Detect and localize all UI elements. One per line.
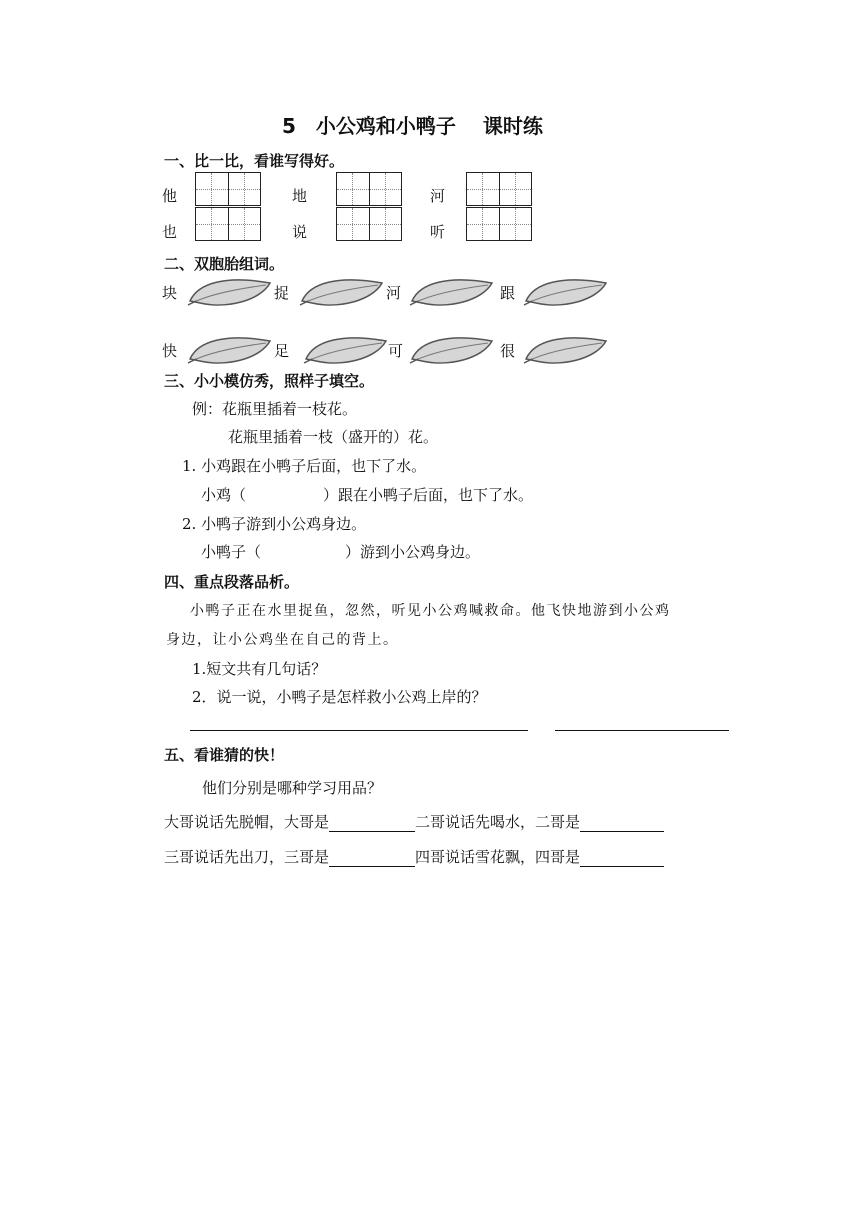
fill-2-prefix: 小鸭子（: [201, 543, 262, 561]
example-answer: 花瓶里插着一枝（盛开的）花。: [228, 428, 439, 446]
leaf-answer-icon[interactable]: [186, 275, 274, 309]
answer-line[interactable]: [555, 730, 729, 731]
page-title: 5 小公鸡和小鸭子 课时练: [282, 114, 543, 138]
pair-char-kuai-1: 块: [162, 284, 178, 302]
pair-char-zu: 足: [274, 342, 290, 360]
question-1: 1. 小鸡跟在小鸭子后面，也下了水。: [182, 457, 427, 475]
riddle-3: 三哥说话先出刀，三哥是: [164, 848, 330, 866]
leaf-answer-icon[interactable]: [302, 333, 390, 367]
riddle-4: 四哥说话雪花飘，四哥是: [415, 848, 581, 866]
leaf-answer-icon[interactable]: [298, 275, 386, 309]
char-ting: 听: [430, 223, 446, 241]
answer-line[interactable]: [190, 730, 528, 731]
leaf-answer-icon[interactable]: [186, 333, 274, 367]
leaf-answer-icon[interactable]: [408, 333, 496, 367]
passage-line-2: 身边，让小公鸡坐在自己的背上。: [166, 632, 399, 648]
leaf-answer-icon[interactable]: [408, 275, 496, 309]
riddle-1: 大哥说话先脱帽，大哥是: [164, 813, 330, 831]
writing-grid[interactable]: [466, 172, 532, 206]
passage-question-1: 1.短文共有几句话？: [192, 660, 327, 678]
pair-char-he: 河: [386, 284, 402, 302]
passage-line-1: 小鸭子正在水里捉鱼，忽然，听见小公鸡喊救命。他飞快地游到小公鸡: [190, 603, 671, 619]
section-3-heading: 三、小小模仿秀，照样子填空。: [164, 372, 375, 390]
riddle-1-blank[interactable]: [329, 814, 415, 832]
char-di: 地: [292, 187, 308, 205]
riddle-4-blank[interactable]: [580, 849, 664, 867]
writing-grid[interactable]: [466, 207, 532, 241]
passage-question-2: 2．说一说，小鸭子是怎样救小公鸡上岸的？: [192, 688, 487, 706]
char-he: 河: [430, 187, 446, 205]
pair-char-ke: 可: [388, 342, 404, 360]
example-sentence: 例：花瓶里插着一枝花。: [192, 400, 358, 418]
section-4-heading: 四、重点段落品析。: [164, 573, 300, 591]
writing-grid[interactable]: [336, 172, 402, 206]
riddle-3-blank[interactable]: [329, 849, 415, 867]
pair-char-hen: 很: [500, 342, 516, 360]
leaf-answer-icon[interactable]: [522, 333, 610, 367]
writing-grid[interactable]: [195, 207, 261, 241]
section-2-heading: 二、双胞胎组词。: [164, 255, 285, 273]
char-shuo: 说: [292, 223, 308, 241]
pair-char-gen: 跟: [500, 284, 516, 302]
section-1-heading: 一、比一比，看谁写得好。: [164, 152, 345, 170]
pair-char-zhuo: 捉: [274, 284, 290, 302]
char-ta: 他: [162, 187, 178, 205]
char-ye: 也: [162, 223, 178, 241]
question-2: 2. 小鸭子游到小公鸡身边。: [182, 515, 367, 533]
leaf-answer-icon[interactable]: [522, 275, 610, 309]
section-5-heading: 五、看谁猜的快！: [164, 746, 285, 764]
riddle-2: 二哥说话先喝水，二哥是: [415, 813, 581, 831]
riddle-prompt: 他们分别是哪种学习用品？: [202, 779, 383, 797]
fill-1-suffix: ）跟在小鸭子后面，也下了水。: [323, 486, 534, 504]
riddle-row-2: [164, 846, 664, 867]
riddle-2-blank[interactable]: [580, 814, 664, 832]
fill-1-prefix: 小鸡（: [201, 486, 247, 504]
riddle-row-1: [164, 811, 664, 832]
writing-grid[interactable]: [336, 207, 402, 241]
fill-2-suffix: ）游到小公鸡身边。: [345, 543, 481, 561]
writing-grid[interactable]: [195, 172, 261, 206]
pair-char-kuai-2: 快: [162, 342, 178, 360]
